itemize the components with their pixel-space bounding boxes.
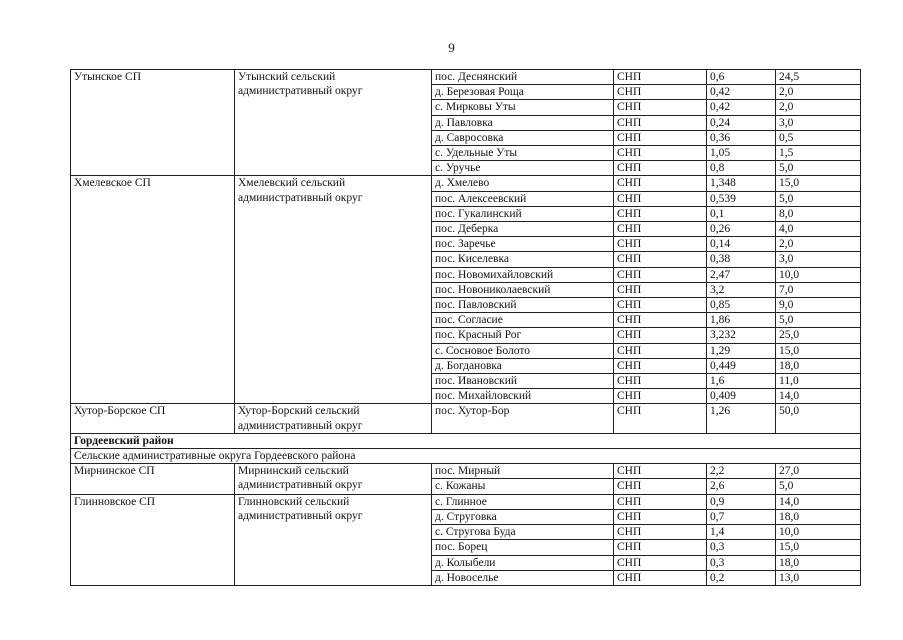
- place-cell: д. Савросовка: [432, 130, 614, 145]
- value2-cell: 10,0: [776, 267, 861, 282]
- place-cell: пос. Ивановский: [432, 374, 614, 389]
- value2-cell: 15,0: [776, 176, 861, 191]
- value1-cell: 0,8: [707, 161, 776, 176]
- district-cell: Мирнинский сельский административный округ: [235, 464, 432, 494]
- section-subtitle: Сельские административные округа Гордеевского района: [71, 449, 861, 464]
- type-cell: СНП: [614, 130, 707, 145]
- type-cell: СНП: [614, 509, 707, 524]
- type-cell: СНП: [614, 374, 707, 389]
- value2-cell: 1,5: [776, 146, 861, 161]
- place-cell: пос. Согласие: [432, 313, 614, 328]
- type-cell: СНП: [614, 494, 707, 509]
- place-cell: с. Стругова Буда: [432, 525, 614, 540]
- type-cell: СНП: [614, 343, 707, 358]
- value1-cell: 2,6: [707, 479, 776, 494]
- type-cell: СНП: [614, 328, 707, 343]
- value1-cell: 1,348: [707, 176, 776, 191]
- value1-cell: 0,42: [707, 100, 776, 115]
- type-cell: СНП: [614, 70, 707, 85]
- value2-cell: 5,0: [776, 313, 861, 328]
- value2-cell: 14,0: [776, 494, 861, 509]
- table-row: [71, 176, 861, 191]
- value2-cell: 25,0: [776, 328, 861, 343]
- value2-cell: 5,0: [776, 191, 861, 206]
- value2-cell: 2,0: [776, 100, 861, 115]
- value2-cell: 11,0: [776, 374, 861, 389]
- value1-cell: 1,29: [707, 343, 776, 358]
- type-cell: СНП: [614, 146, 707, 161]
- type-cell: СНП: [614, 115, 707, 130]
- place-cell: с. Мирковы Уты: [432, 100, 614, 115]
- value1-cell: 0,1: [707, 206, 776, 221]
- type-cell: СНП: [614, 358, 707, 373]
- value1-cell: 0,7: [707, 509, 776, 524]
- value2-cell: 14,0: [776, 389, 861, 404]
- type-cell: СНП: [614, 298, 707, 313]
- value2-cell: 18,0: [776, 509, 861, 524]
- value1-cell: 0,14: [707, 237, 776, 252]
- settlements-table: [70, 69, 861, 586]
- value2-cell: 5,0: [776, 479, 861, 494]
- type-cell: СНП: [614, 252, 707, 267]
- value1-cell: 0,6: [707, 70, 776, 85]
- place-cell: пос. Алексеевский: [432, 191, 614, 206]
- section-title: Гордеевский район: [71, 433, 861, 448]
- place-cell: пос. Деснянский: [432, 70, 614, 85]
- place-cell: пос. Мирный: [432, 464, 614, 479]
- value2-cell: 50,0: [776, 404, 861, 433]
- type-cell: СНП: [614, 479, 707, 494]
- value1-cell: 0,24: [707, 115, 776, 130]
- type-cell: СНП: [614, 161, 707, 176]
- value1-cell: 1,4: [707, 525, 776, 540]
- place-cell: д. Колыбели: [432, 555, 614, 570]
- settlement-cell: Хмелевское СП: [71, 176, 235, 404]
- type-cell: СНП: [614, 206, 707, 221]
- place-cell: с. Глинное: [432, 494, 614, 509]
- settlement-cell: Глинновское СП: [71, 494, 235, 585]
- place-cell: пос. Павловский: [432, 298, 614, 313]
- place-cell: д. Новоселье: [432, 570, 614, 585]
- value1-cell: 0,85: [707, 298, 776, 313]
- value1-cell: 0,3: [707, 540, 776, 555]
- settlement-cell: Мирнинское СП: [71, 464, 235, 494]
- district-cell: Глинновский сельский административный округ: [235, 494, 432, 585]
- value2-cell: 15,0: [776, 343, 861, 358]
- place-cell: пос. Борец: [432, 540, 614, 555]
- value1-cell: 3,2: [707, 282, 776, 297]
- type-cell: СНП: [614, 191, 707, 206]
- place-cell: пос. Красный Рог: [432, 328, 614, 343]
- settlement-cell: Хутор-Борское СП: [71, 404, 235, 433]
- value1-cell: 1,26: [707, 404, 776, 433]
- value1-cell: 1,86: [707, 313, 776, 328]
- place-cell: пос. Хутор-Бор: [432, 404, 614, 433]
- type-cell: СНП: [614, 570, 707, 585]
- place-cell: д. Хмелево: [432, 176, 614, 191]
- settlement-cell: Утынское СП: [71, 70, 235, 176]
- place-cell: с. Уручье: [432, 161, 614, 176]
- section-row: [71, 433, 861, 448]
- place-cell: пос. Деберка: [432, 222, 614, 237]
- value2-cell: 3,0: [776, 115, 861, 130]
- type-cell: СНП: [614, 389, 707, 404]
- place-cell: д. Березовая Роща: [432, 85, 614, 100]
- value2-cell: 5,0: [776, 161, 861, 176]
- type-cell: СНП: [614, 176, 707, 191]
- place-cell: пос. Гукалинский: [432, 206, 614, 221]
- type-cell: СНП: [614, 100, 707, 115]
- place-cell: пос. Новомихайловский: [432, 267, 614, 282]
- place-cell: д. Струговка: [432, 509, 614, 524]
- table-row: [71, 464, 861, 479]
- type-cell: СНП: [614, 222, 707, 237]
- place-cell: пос. Новониколаевский: [432, 282, 614, 297]
- value1-cell: 2,47: [707, 267, 776, 282]
- type-cell: СНП: [614, 404, 707, 433]
- type-cell: СНП: [614, 555, 707, 570]
- place-cell: с. Кожаны: [432, 479, 614, 494]
- place-cell: с. Удельные Уты: [432, 146, 614, 161]
- table-row: [71, 70, 861, 85]
- district-cell: Утынский сельский административный округ: [235, 70, 432, 176]
- value1-cell: 0,38: [707, 252, 776, 267]
- value2-cell: 27,0: [776, 464, 861, 479]
- value2-cell: 9,0: [776, 298, 861, 313]
- value1-cell: 1,05: [707, 146, 776, 161]
- place-cell: пос. Киселевка: [432, 252, 614, 267]
- table-row: [71, 404, 861, 433]
- value1-cell: 0,9: [707, 494, 776, 509]
- value1-cell: 0,409: [707, 389, 776, 404]
- value2-cell: 4,0: [776, 222, 861, 237]
- value2-cell: 0,5: [776, 130, 861, 145]
- district-cell: Хмелевский сельский административный округ: [235, 176, 432, 404]
- type-cell: СНП: [614, 313, 707, 328]
- type-cell: СНП: [614, 540, 707, 555]
- place-cell: пос. Заречье: [432, 237, 614, 252]
- value2-cell: 10,0: [776, 525, 861, 540]
- district-cell: Хутор-Борский сельский административный округ: [235, 404, 432, 433]
- type-cell: СНП: [614, 267, 707, 282]
- value2-cell: 2,0: [776, 237, 861, 252]
- type-cell: СНП: [614, 464, 707, 479]
- value2-cell: 8,0: [776, 206, 861, 221]
- value1-cell: 0,2: [707, 570, 776, 585]
- type-cell: СНП: [614, 525, 707, 540]
- page-number: 9: [448, 40, 455, 55]
- value2-cell: 18,0: [776, 555, 861, 570]
- value2-cell: 24,5: [776, 70, 861, 85]
- value2-cell: 3,0: [776, 252, 861, 267]
- section-row: [71, 449, 861, 464]
- type-cell: СНП: [614, 85, 707, 100]
- place-cell: с. Сосновое Болото: [432, 343, 614, 358]
- value2-cell: 7,0: [776, 282, 861, 297]
- place-cell: пос. Михайловский: [432, 389, 614, 404]
- value1-cell: 0,42: [707, 85, 776, 100]
- value1-cell: 1,6: [707, 374, 776, 389]
- value1-cell: 0,36: [707, 130, 776, 145]
- type-cell: СНП: [614, 282, 707, 297]
- value1-cell: 0,3: [707, 555, 776, 570]
- value2-cell: 18,0: [776, 358, 861, 373]
- place-cell: д. Богдановка: [432, 358, 614, 373]
- value1-cell: 3,232: [707, 328, 776, 343]
- place-cell: д. Павловка: [432, 115, 614, 130]
- value2-cell: 2,0: [776, 85, 861, 100]
- value1-cell: 0,26: [707, 222, 776, 237]
- table-row: [71, 494, 861, 509]
- value1-cell: 0,539: [707, 191, 776, 206]
- value1-cell: 0,449: [707, 358, 776, 373]
- value1-cell: 2,2: [707, 464, 776, 479]
- type-cell: СНП: [614, 237, 707, 252]
- value2-cell: 15,0: [776, 540, 861, 555]
- value2-cell: 13,0: [776, 570, 861, 585]
